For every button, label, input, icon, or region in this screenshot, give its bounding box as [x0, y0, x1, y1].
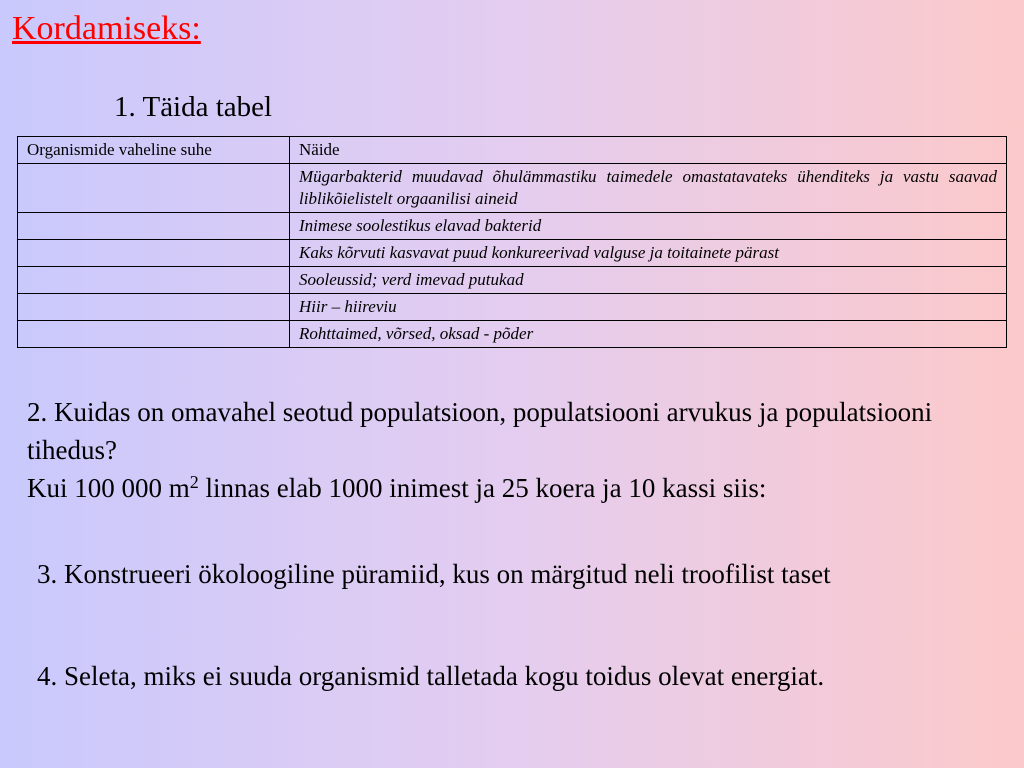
example-cell: Rohttaimed, võrsed, oksad - põder — [290, 321, 1007, 348]
task3-question: 3. Konstrueeri ökoloogiline püramiid, kus on märgitud neli troofilist taset — [37, 559, 831, 589]
example-cell: Kaks kõrvuti kasvavat puud konkureerivad valguse ja toitainete pärast — [290, 240, 1007, 267]
table-row — [18, 267, 1007, 294]
task2-line2 — [27, 469, 1012, 507]
relation-cell — [18, 213, 290, 240]
table-row — [18, 213, 1007, 240]
example-cell: Hiir – hiireviu — [290, 294, 1007, 321]
column-header-relation: Organismide vaheline suhe — [18, 137, 290, 164]
table-row — [18, 240, 1007, 267]
example-cell: Mügarbakterid muudavad õhulämmastiku taimedele omastatavateks ühenditeks ja vastu saavad liblikõielistelt orgaanilisi aineid — [290, 164, 1007, 213]
slide-title: Kordamiseks: — [12, 10, 201, 47]
table-header-row — [18, 137, 1007, 164]
relations-table — [17, 136, 1007, 348]
relation-cell — [18, 267, 290, 294]
relation-cell — [18, 240, 290, 267]
table-row — [18, 164, 1007, 213]
table-row — [18, 321, 1007, 348]
task2-line2-post: linnas elab 1000 inimest ja 25 koera ja 10 kassi siis: — [198, 473, 767, 503]
task2-line1: 2. Kuidas on omavahel seotud populatsioon, populatsiooni arvukus ja populatsiooni tihedus? — [27, 397, 933, 465]
column-header-example: Näide — [290, 137, 1007, 164]
task2-question — [27, 393, 1012, 507]
task2-line2-pre: Kui 100 000 m — [27, 473, 190, 503]
relation-cell — [18, 164, 290, 213]
example-cell: Inimese soolestikus elavad bakterid — [290, 213, 1007, 240]
relation-cell — [18, 294, 290, 321]
table-row — [18, 294, 1007, 321]
task2-superscript: 2 — [189, 472, 199, 492]
task1-heading: 1. Täida tabel — [114, 91, 273, 123]
task4-question: 4. Seleta, miks ei suuda organismid talletada kogu toidus olevat energiat. — [37, 661, 825, 691]
relation-cell — [18, 321, 290, 348]
example-cell: Sooleussid; verd imevad putukad — [290, 267, 1007, 294]
